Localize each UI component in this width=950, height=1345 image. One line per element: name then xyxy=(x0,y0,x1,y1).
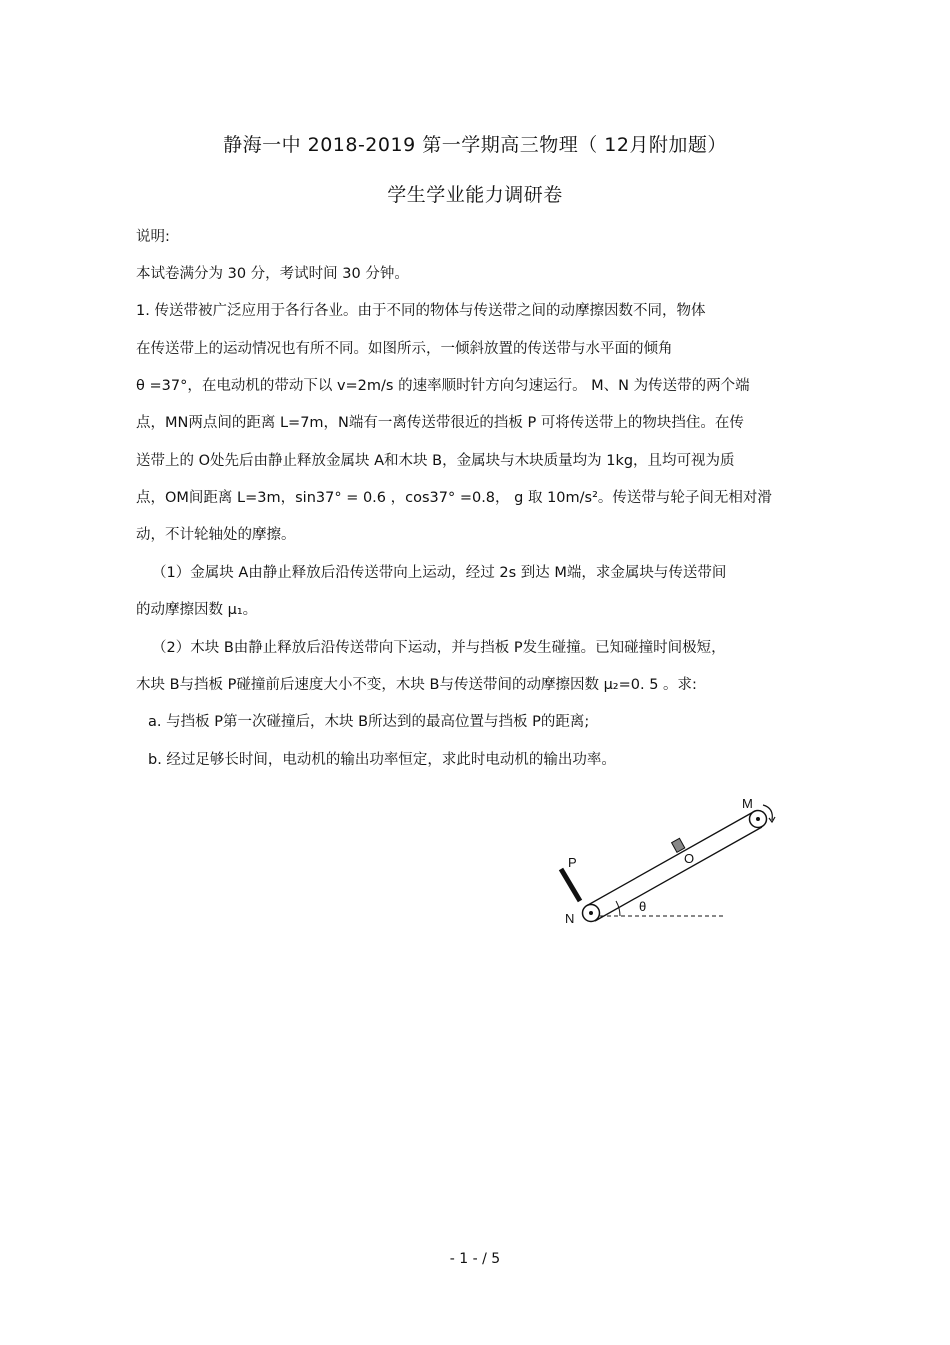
part1-line: 的动摩擦因数 μ₁。 xyxy=(136,602,258,618)
part2-line: 木块 B与挡板 P碰撞前后速度大小不变，木块 B与传送带间的动摩擦因数 μ₂=0. 5 。求: xyxy=(136,677,697,693)
label-o: O xyxy=(684,851,695,866)
problem-line: 动，不计轮轴处的摩擦。 xyxy=(136,527,296,543)
label-theta: θ xyxy=(639,899,647,914)
belt-upper-edge xyxy=(588,811,755,905)
pulley-m-axle xyxy=(756,817,760,821)
problem-line: 1. 传送带被广泛应用于各行各业。由于不同的物体与传送带之间的动摩擦因数不同，物体 xyxy=(136,303,706,319)
label-m: M xyxy=(742,796,753,811)
block xyxy=(672,838,685,852)
problem-line: 点，MN两点间的距离 L=7m，N端有一离传送带很近的挡板 P 可将传送带上的物块挡住。在传 xyxy=(136,415,744,431)
sub-question-a: a. 与挡板 P第一次碰撞后，木块 B所达到的最高位置与挡板 P的距离; xyxy=(148,714,590,730)
label-p: P xyxy=(568,855,577,870)
baffle-p xyxy=(561,869,580,901)
problem-line: 送带上的 O处先后由静止释放金属块 A和木块 B，金属块与木块质量均为 1kg，且均可视为质 xyxy=(136,453,735,469)
problem-line: 点，OM间距离 L=3m，sin37° = 0.6 ，cos37° =0.8， g 取 10m/s²。传送带与轮子间无相对滑 xyxy=(136,490,772,506)
sub-question-b: b. 经过足够长时间，电动机的输出功率恒定，求此时电动机的输出功率。 xyxy=(148,752,616,768)
conveyor-belt-diagram xyxy=(550,790,790,940)
pulley-n-axle xyxy=(589,911,593,915)
problem-line: θ =37°，在电动机的带动下以 v=2m/s 的速率顺时针方向匀速运行。 M、N 为传送带的两个端 xyxy=(136,378,750,394)
label-n: N xyxy=(565,911,575,926)
instructions-text: 本试卷满分为 30 分，考试时间 30 分钟。 xyxy=(136,266,409,282)
page-number: - 1 - / 5 xyxy=(449,1251,501,1267)
part1-line: （1）金属块 A由静止释放后沿传送带向上运动，经过 2s 到达 M端，求金属块与传送带间 xyxy=(152,565,727,581)
problem-line: 在传送带上的运动情况也有所不同。如图所示，一倾斜放置的传送带与水平面的倾角 xyxy=(136,341,673,357)
exam-title: 静海一中 2018-2019 第一学期高三物理（ 12月附加题） xyxy=(223,134,727,156)
instructions-label: 说明: xyxy=(136,229,170,245)
exam-subtitle: 学生学业能力调研卷 xyxy=(387,184,563,206)
part2-line: （2）木块 B由静止释放后沿传送带向下运动，并与挡板 P发生碰撞。已知碰撞时间极短， xyxy=(152,640,726,656)
